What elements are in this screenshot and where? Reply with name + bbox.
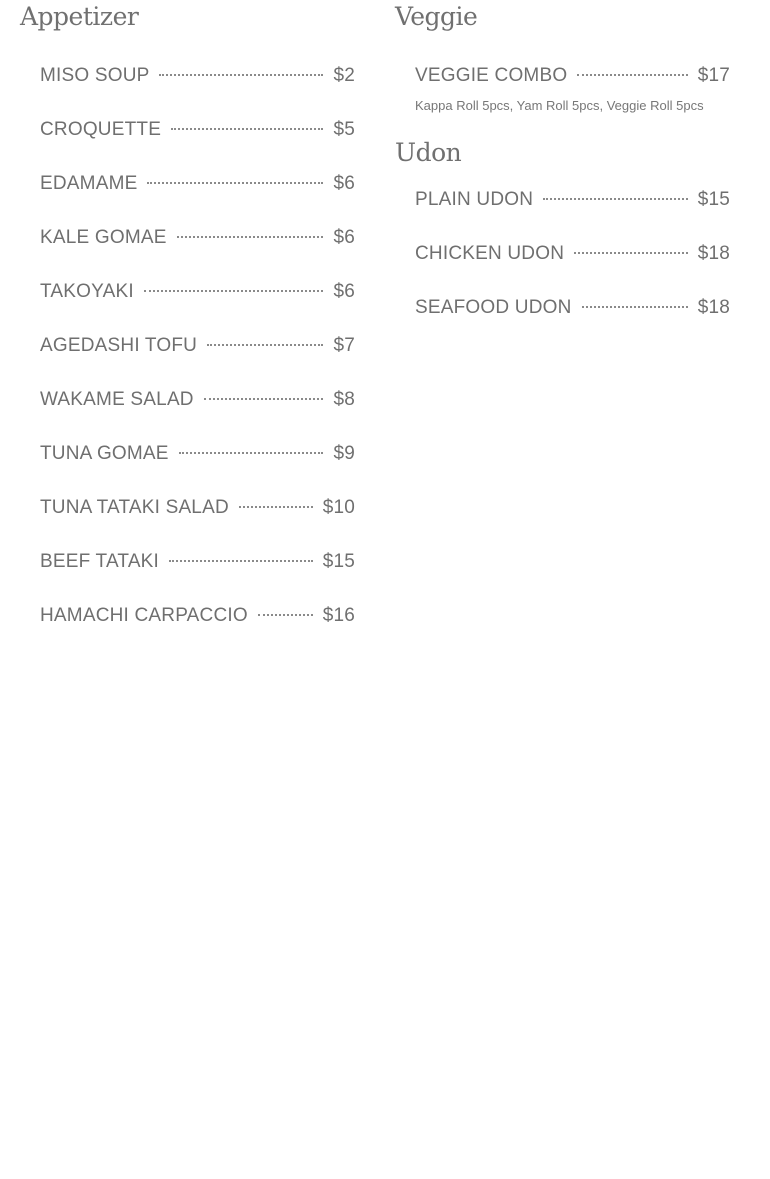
item-description: Kappa Roll 5pcs, Yam Roll 5pcs, Veggie Roll 5pcs (415, 98, 704, 113)
item-name: KALE GOMAE (40, 227, 167, 248)
item-name: AGEDASHI TOFU (40, 335, 198, 356)
dot-leader (204, 398, 324, 400)
menu-item (40, 388, 355, 412)
dot-leader (177, 236, 324, 238)
item-price: $10 (322, 497, 355, 518)
menu-item (40, 280, 355, 304)
item-price: $15 (697, 189, 730, 210)
item-name: EDAMAME (40, 173, 138, 194)
item-price: $7 (333, 335, 355, 356)
menu-item (40, 442, 355, 466)
item-price: $16 (322, 605, 355, 626)
menu-item (40, 226, 355, 250)
dot-leader (258, 614, 313, 616)
menu-item (40, 604, 355, 628)
item-name: CROQUETTE (40, 119, 162, 140)
appetizer-section (20, 0, 355, 658)
section-title-udon: Udon (395, 138, 462, 167)
item-name: BEEF TATAKI (40, 551, 160, 572)
item-price: $18 (697, 243, 730, 264)
item-price: $15 (322, 551, 355, 572)
item-name: TUNA TATAKI SALAD (40, 497, 229, 518)
right-column (395, 0, 730, 350)
item-price: $9 (333, 443, 355, 464)
menu-item (415, 296, 730, 320)
item-name: MISO SOUP (40, 65, 150, 86)
udon-list (395, 188, 730, 320)
menu-item (40, 118, 355, 142)
item-name: HAMACHI CARPACCIO (40, 605, 248, 626)
item-price: $17 (697, 65, 730, 86)
veggie-list (395, 64, 730, 114)
menu-item (415, 188, 730, 212)
menu-item (40, 334, 355, 358)
item-price: $18 (697, 297, 730, 318)
dot-leader (582, 306, 688, 308)
menu-item (40, 496, 355, 520)
item-price: $6 (333, 173, 355, 194)
dot-leader (239, 506, 313, 508)
item-name: VEGGIE COMBO (415, 65, 568, 86)
item-name: SEAFOOD UDON (415, 297, 572, 318)
dot-leader (179, 452, 324, 454)
appetizer-list (20, 64, 355, 628)
item-name: CHICKEN UDON (415, 243, 565, 264)
item-price: $6 (333, 227, 355, 248)
dot-leader (144, 290, 324, 292)
dot-leader (574, 252, 688, 254)
item-name: TAKOYAKI (40, 281, 134, 302)
menu-item (415, 64, 730, 88)
menu-item (40, 64, 355, 88)
menu-item (40, 172, 355, 196)
item-price: $6 (333, 281, 355, 302)
item-name: WAKAME SALAD (40, 389, 194, 410)
dot-leader (577, 74, 687, 76)
item-name: TUNA GOMAE (40, 443, 169, 464)
dot-leader (207, 344, 323, 346)
section-title-veggie: Veggie (395, 2, 478, 31)
section-title-appetizer: Appetizer (20, 2, 139, 31)
dot-leader (159, 74, 323, 76)
menu-item (415, 242, 730, 266)
item-price: $5 (333, 119, 355, 140)
item-name: PLAIN UDON (415, 189, 534, 210)
dot-leader (543, 198, 688, 200)
dot-leader (171, 128, 323, 130)
item-price: $8 (333, 389, 355, 410)
menu-item (40, 550, 355, 574)
item-price: $2 (333, 65, 355, 86)
dot-leader (147, 182, 323, 184)
dot-leader (169, 560, 313, 562)
